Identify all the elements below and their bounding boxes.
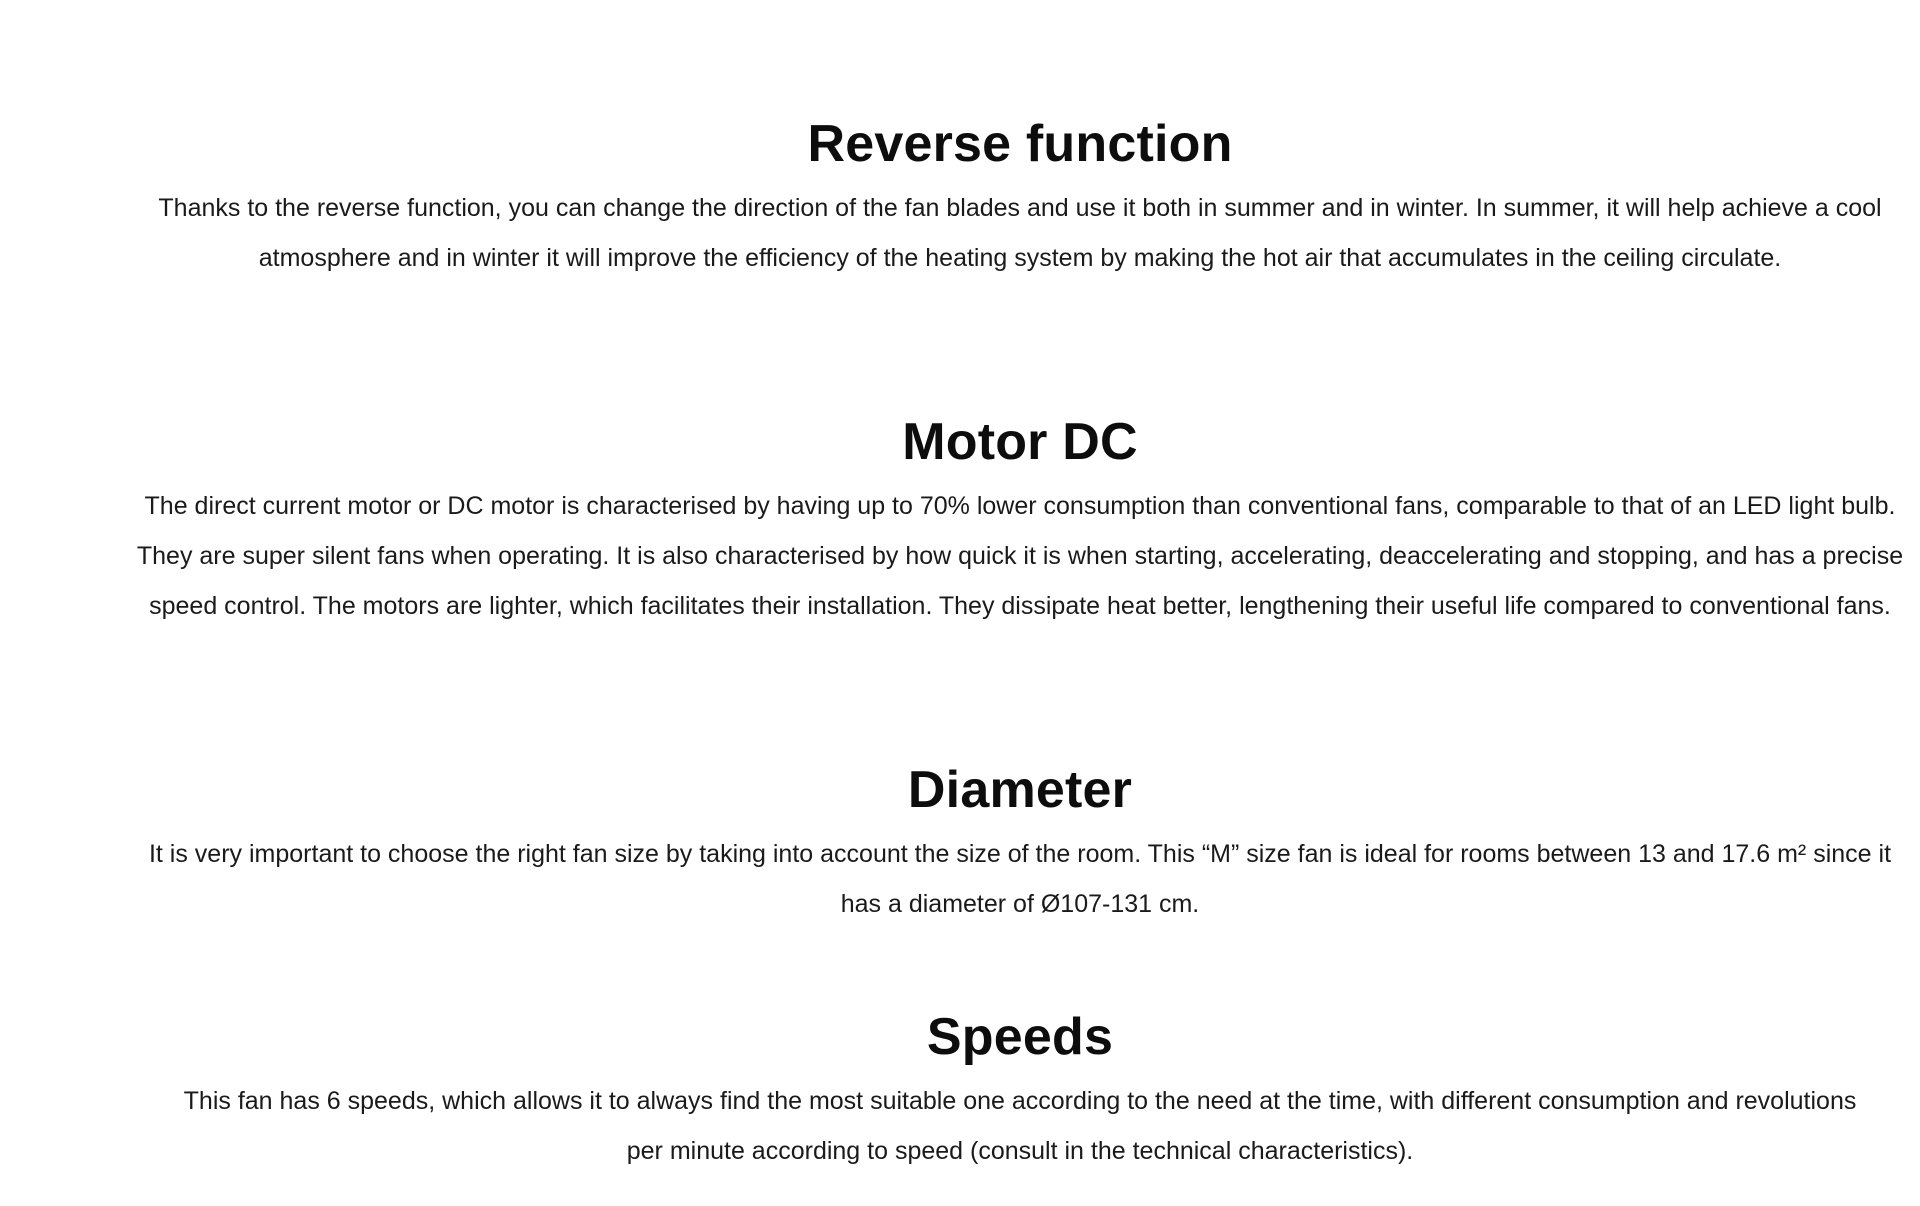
section-reverse-function <box>135 114 1905 283</box>
section-title: Reverse function <box>807 115 1233 173</box>
section-body: The direct current motor or DC motor is characterised by having up to 70% lower consumption than conventional fans, comparable to that of an LED light bulb. They are super silent fans when operating. It is also characterised by how quick it is when starting, accelerating, deaccelerating and stopping, and has a precise speed control. The motors are lighter, which facilitates their installation. They dissipate heat better, lengthening their useful life compared to conventional fans. <box>136 492 1904 620</box>
section-body: This fan has 6 speeds, which allows it to always find the most suitable one according to the need at the time, with different consumption and revolutions per minute according to speed (consult in the technical characteristics). <box>183 1087 1857 1165</box>
section-body: It is very important to choose the right fan size by taking into account the size of the room. This “M” size fan is ideal for rooms between 13 and 17.6 m² since it has a diameter of Ø107-131 cm. <box>148 840 1892 918</box>
section-speeds <box>135 1007 1905 1176</box>
section-title: Diameter <box>907 761 1133 819</box>
section-title: Speeds <box>926 1008 1114 1066</box>
section-diameter <box>135 760 1905 929</box>
section-body: Thanks to the reverse function, you can change the direction of the fan blades and use it both in summer and in winter. In summer, it will help achieve a cool atmosphere and in winter it will improve the efficiency of the heating system by making the hot air that accumulates in the ceiling circulate. <box>158 194 1882 272</box>
section-title: Motor DC <box>902 413 1138 471</box>
section-motor-dc <box>135 412 1905 631</box>
